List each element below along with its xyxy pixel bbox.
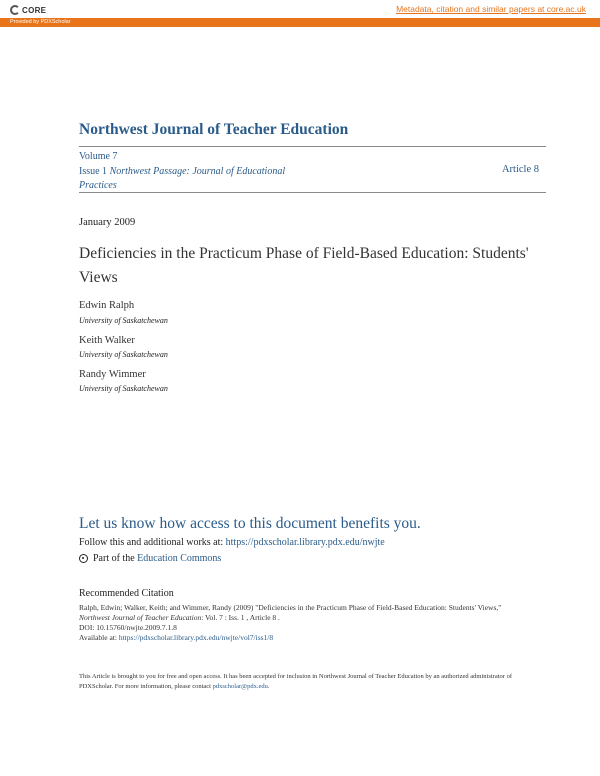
feedback-link[interactable]: Let us know how access to this document benefits you. bbox=[79, 515, 421, 532]
part-of-label: Part of the bbox=[93, 553, 135, 564]
article-url-link[interactable]: https://pdxscholar.library.pdx.edu/nwjte/vol7/iss1/8 bbox=[118, 633, 274, 642]
author-name[interactable]: Keith Walker bbox=[79, 335, 135, 346]
core-logo-icon bbox=[10, 5, 20, 15]
education-commons-link[interactable]: Education Commons bbox=[137, 553, 222, 564]
issue-title: Northwest Passage: Journal of Educational Practices bbox=[79, 166, 286, 191]
author-affiliation: University of Saskatchewan bbox=[79, 384, 168, 393]
issue-prefix: Issue 1 bbox=[79, 166, 108, 177]
core-metadata-link[interactable]: Metadata, citation and similar papers at core.ac.uk bbox=[396, 4, 586, 14]
author-name[interactable]: Edwin Ralph bbox=[79, 300, 135, 311]
access-notice-end: . bbox=[267, 683, 270, 690]
paper-title: Deficiencies in the Practicum Phase of Field-Based Education: Students' Views bbox=[79, 245, 529, 286]
access-notice-text: This Article is brought to you for free and open access. It has been accepted for inclusion in Northwest Journal of Teacher Education by an authorized administrator of PDXScholar. For more information, please contact bbox=[79, 673, 512, 690]
available-label: Available at: bbox=[79, 633, 117, 642]
divider-top bbox=[79, 146, 546, 147]
divider-bottom bbox=[79, 192, 546, 193]
contact-email-link[interactable]: pdxscholar@pdx.edu bbox=[212, 683, 268, 690]
journal-title[interactable]: Northwest Journal of Teacher Education bbox=[79, 121, 349, 138]
author-affiliation: University of Saskatchewan bbox=[79, 316, 168, 325]
collection-link[interactable]: https://pdxscholar.library.pdx.edu/nwjte bbox=[225, 537, 385, 548]
core-logo-text: CORE bbox=[22, 5, 47, 15]
article-number[interactable]: Article 8 bbox=[501, 164, 539, 175]
core-logo[interactable] bbox=[10, 3, 46, 17]
author-name[interactable]: Randy Wimmer bbox=[79, 369, 146, 380]
issue-link[interactable] bbox=[79, 165, 319, 193]
citation-text: Ralph, Edwin; Walker, Keith; and Wimmer, Randy (2009) "Deficiencies in the Practicum Phase of Field-Based Education: Students' Views," bbox=[79, 603, 502, 612]
follow-line bbox=[79, 537, 385, 548]
citation-journal: Northwest Journal of Teacher Education bbox=[79, 613, 202, 622]
citation-heading: Recommended Citation bbox=[79, 588, 174, 599]
part-of-line bbox=[79, 553, 221, 564]
network-commons-icon bbox=[79, 554, 88, 563]
citation-block bbox=[79, 603, 529, 643]
author-affiliation: University of Saskatchewan bbox=[79, 350, 168, 359]
access-notice bbox=[79, 672, 529, 692]
publication-date: January 2009 bbox=[79, 217, 136, 228]
provided-by-text[interactable]: Provided by PDXScholar bbox=[10, 19, 71, 25]
volume-link[interactable]: Volume 7 bbox=[79, 151, 118, 162]
citation-doi: DOI: 10.15760/nwjte.2009.7.1.8 bbox=[79, 623, 177, 632]
follow-label: Follow this and additional works at: bbox=[79, 537, 224, 548]
citation-tail: : Vol. 7 : Iss. 1 , Article 8 . bbox=[201, 613, 280, 622]
provided-by-bar bbox=[0, 18, 600, 27]
core-banner bbox=[0, 0, 600, 18]
